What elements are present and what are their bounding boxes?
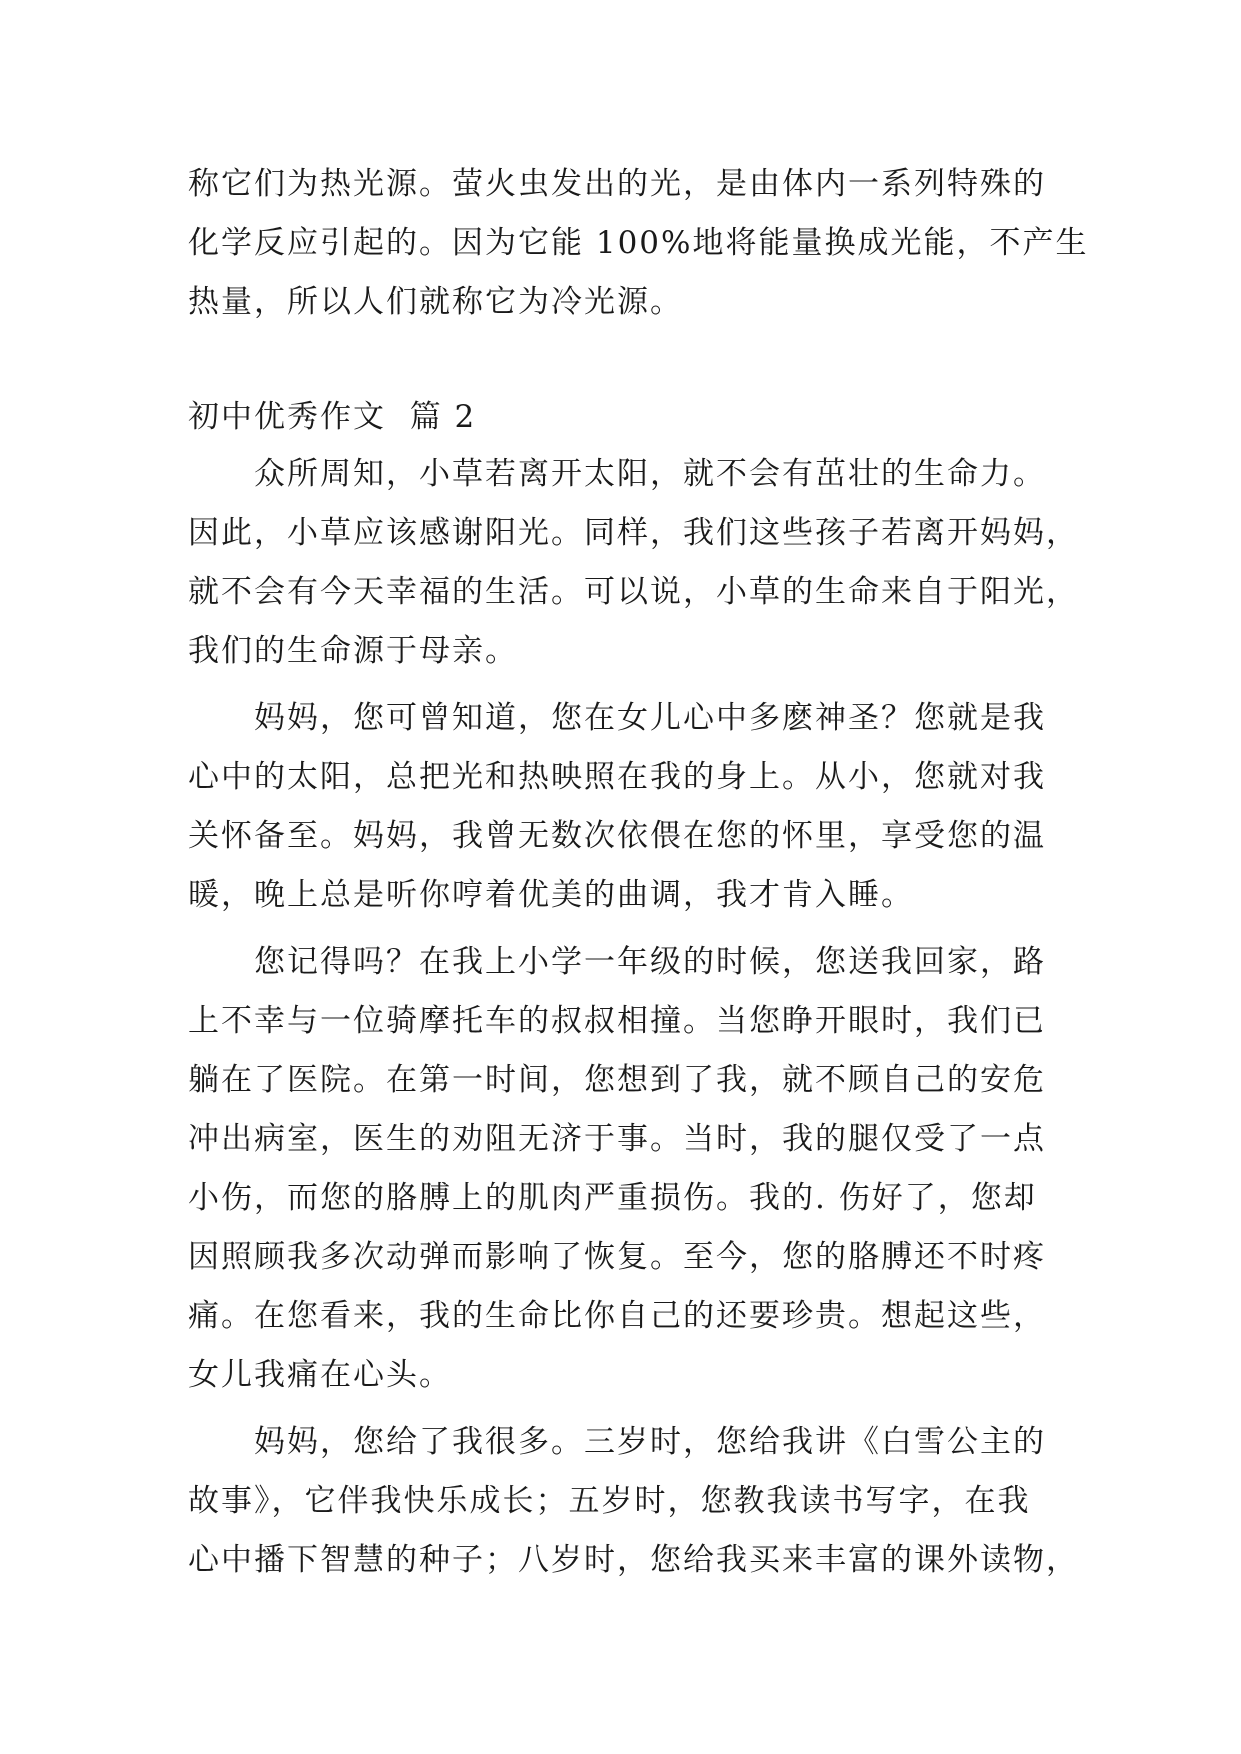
text-line: 痛。在您看来，我的生命比你自己的还要珍贵。想起这些， <box>188 1298 1046 1334</box>
text-line: 称它们为热光源。萤火虫发出的光，是由体内一系列特殊的 <box>188 166 1046 202</box>
paragraph-3 <box>188 933 1068 1405</box>
text-line: 上不幸与一位骑摩托车的叔叔相撞。当您睁开眼时，我们已 <box>188 1003 1046 1039</box>
text-line: 因照顾我多次动弹而影响了恢复。至今，您的胳膊还不时疼 <box>188 1239 1046 1275</box>
text-line: 冲出病室，医生的劝阻无济于事。当时，我的腿仅受了一点 <box>188 1121 1046 1157</box>
text-line: 心中播下智慧的种子；八岁时，您给我买来丰富的课外读物， <box>188 1542 1079 1578</box>
text-line: 小伤，而您的胳膊上的肌肉严重损伤。我的. 伤好了，您却 <box>188 1180 1037 1216</box>
text-line: 妈妈，您给了我很多。三岁时，您给我讲《白雪公主的 <box>254 1424 1046 1460</box>
paragraph-1 <box>188 445 1079 681</box>
text-line: 众所周知，小草若离开太阳，就不会有茁壮的生命力。 <box>254 456 1046 492</box>
text-line: 妈妈，您可曾知道，您在女儿心中多麽神圣？您就是我 <box>254 700 1046 736</box>
text-line: 我们的生命源于母亲。 <box>188 633 518 669</box>
text-line: 因此，小草应该感谢阳光。同样，我们这些孩子若离开妈妈， <box>188 515 1079 551</box>
text-line: 女儿我痛在心头。 <box>188 1357 452 1393</box>
text-line: 心中的太阳，总把光和热映照在我的身上。从小，您就对我 <box>188 759 1046 795</box>
text-line: 暖，晚上总是听你哼着优美的曲调，我才肯入睡。 <box>188 877 914 913</box>
essay-heading <box>188 389 1068 445</box>
text-line: 化学反应引起的。因为它能 100%地将能量换成光能，不产生 <box>188 225 1089 261</box>
text-line: 故事》，它伴我快乐成长；五岁时，您教我读书写字，在我 <box>188 1483 1031 1519</box>
essay-body <box>188 445 1079 1590</box>
text-line: 您记得吗？在我上小学一年级的时候，您送我回家，路 <box>254 944 1046 980</box>
intro-paragraph <box>188 155 1089 332</box>
text-line: 热量，所以人们就称它为冷光源。 <box>188 284 683 320</box>
paragraph-4 <box>188 1413 1079 1590</box>
text-line: 就不会有今天幸福的生活。可以说，小草的生命来自于阳光， <box>188 574 1079 610</box>
text-line: 躺在了医院。在第一时间，您想到了我，就不顾自己的安危 <box>188 1062 1046 1098</box>
text-line: 关怀备至。妈妈，我曾无数次依偎在您的怀里，享受您的温 <box>188 818 1046 854</box>
section-title: 初中优秀作文 篇 2 <box>188 399 477 435</box>
paragraph-2 <box>188 689 1068 925</box>
